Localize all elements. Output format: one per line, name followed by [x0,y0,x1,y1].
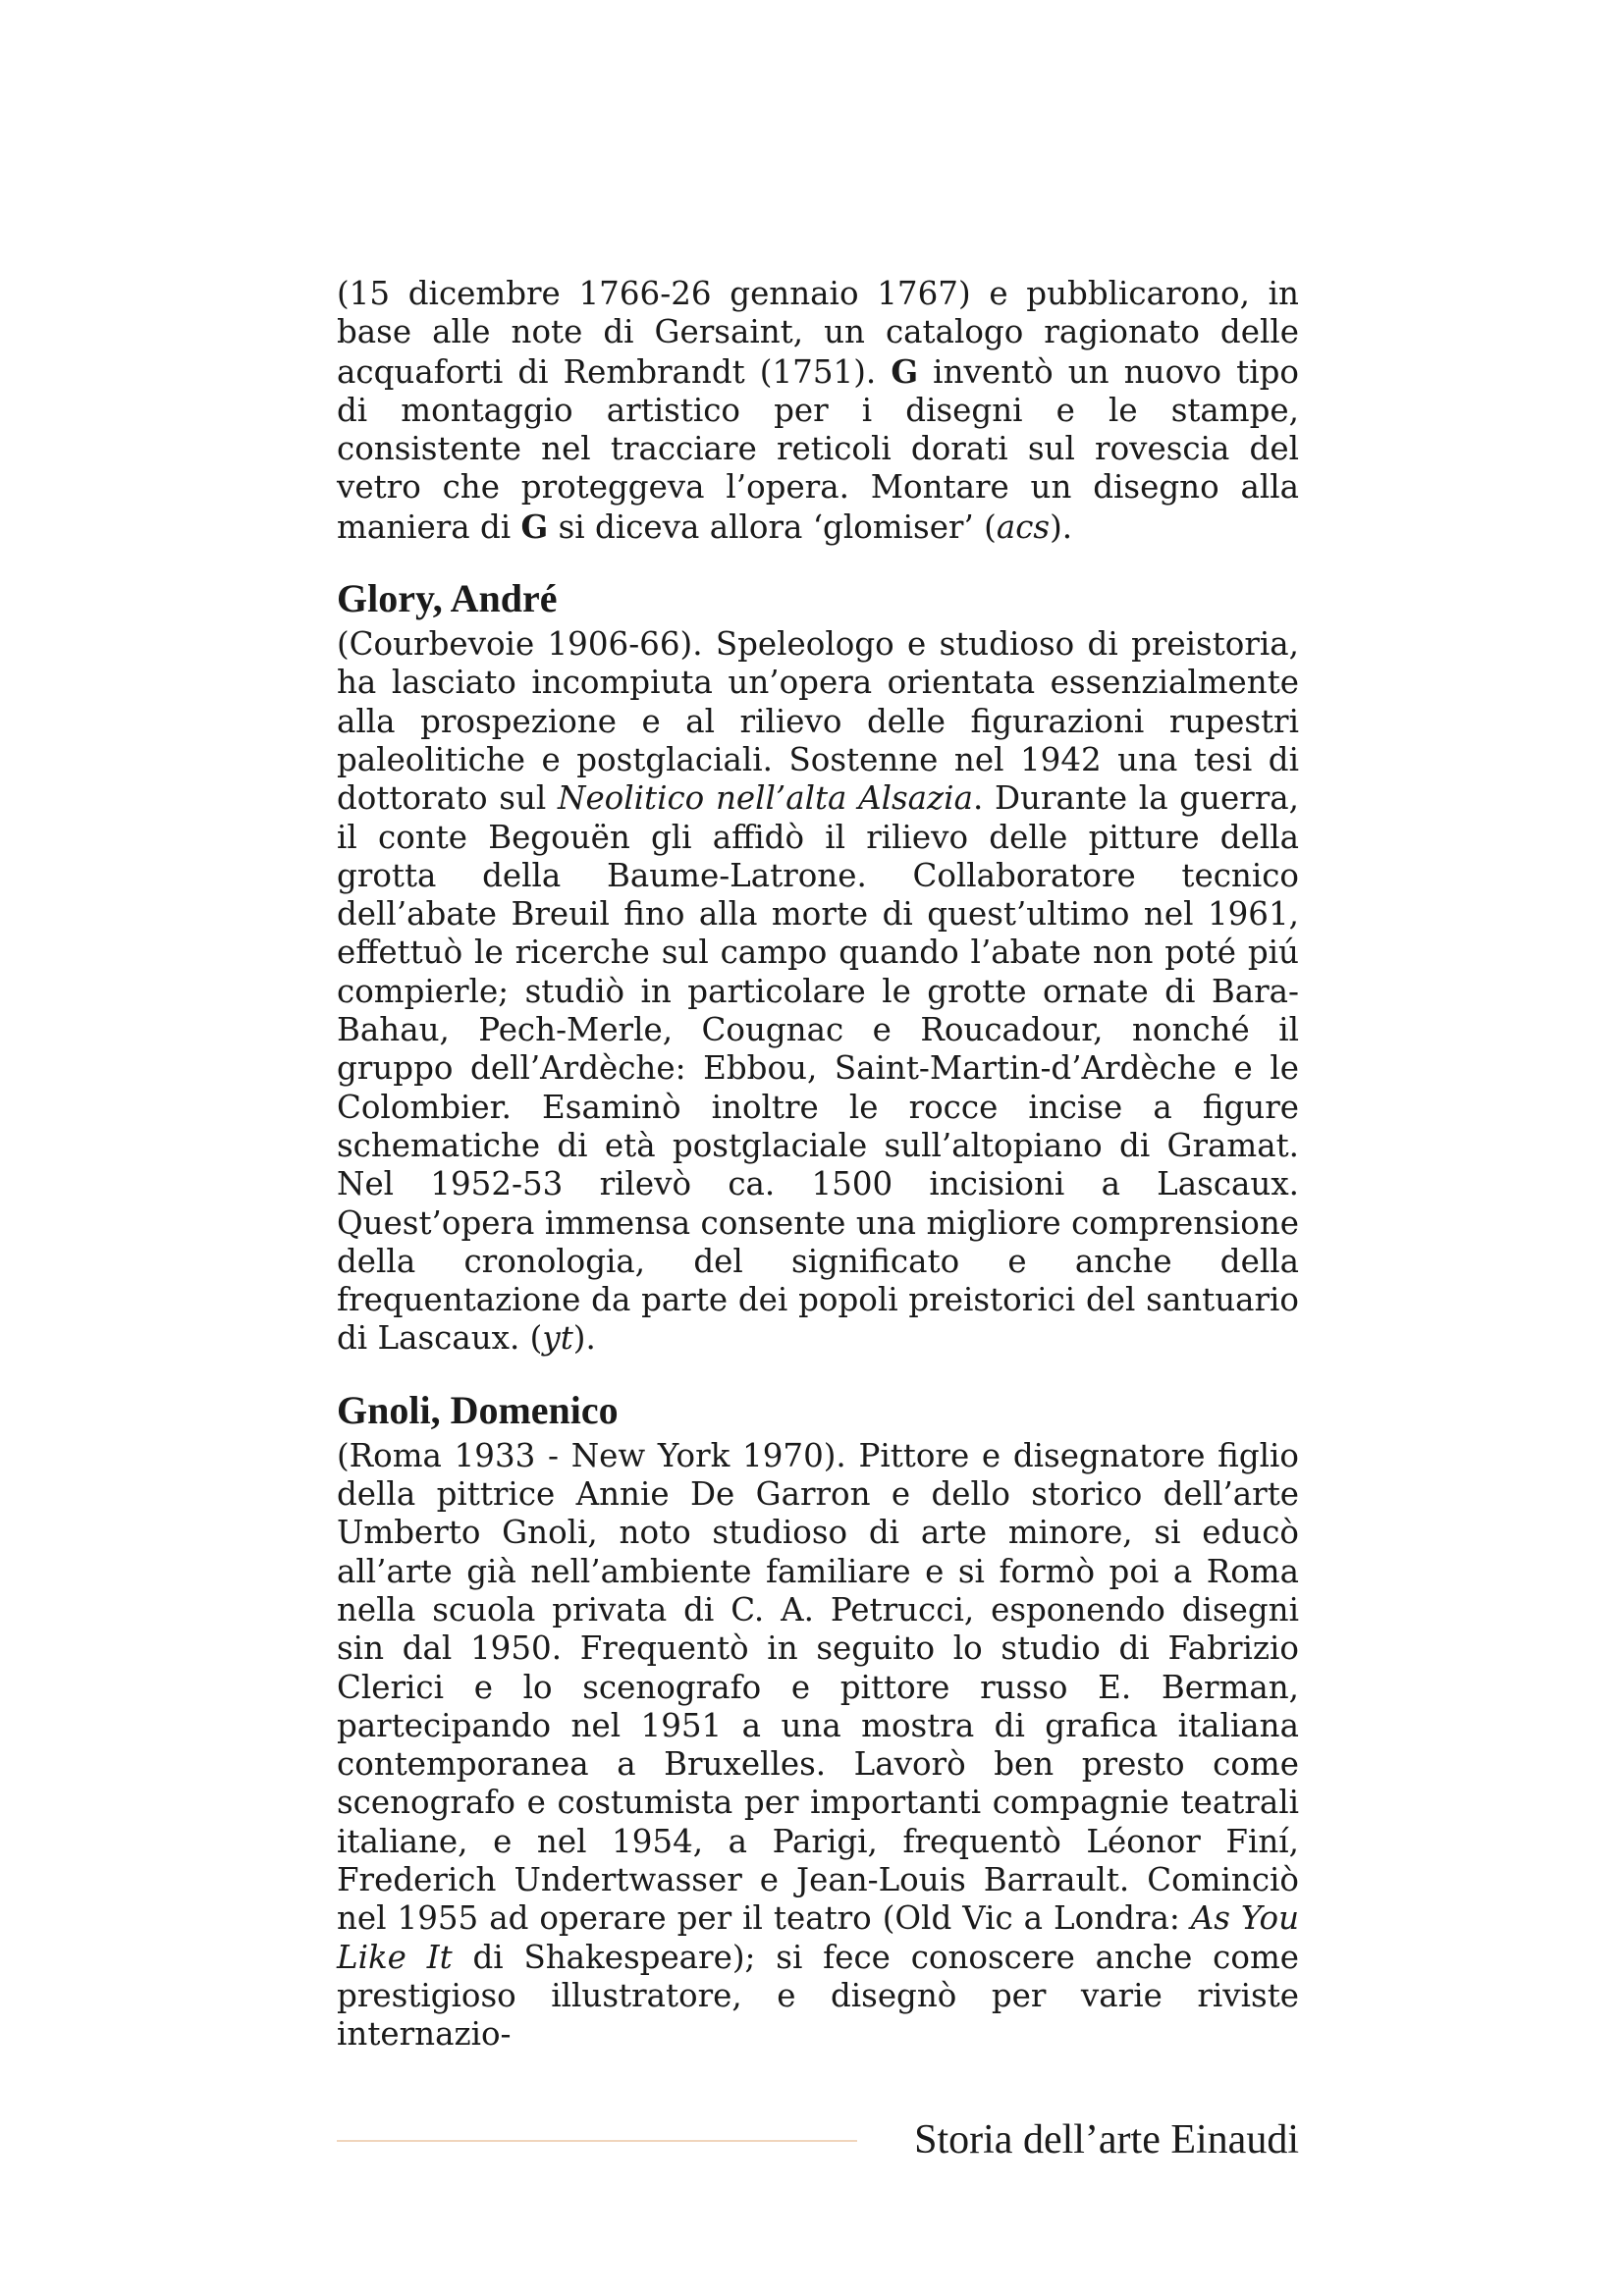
page-footer [337,2110,1299,2169]
entry-text: (Roma 1933 - New York 1970). Pittore e disegnatore figlio della pittrice Annie De Garron e dello storico dell’arte Umberto Gnoli, noto studioso di arte minore, si educò all’arte già nell’ambiente familiare e si formò poi a Roma nella scuola privata di C. A. Petrucci, esponendo disegni sin dal 1950. Frequentò in seguito lo studio di Fabrizio Clerici e lo scenografo e pittore russo E. Berman, partecipando nel 1951 a una mostra di grafica italiana contemporanea a Bruxelles. Lavorò ben presto come scenografo e costumista per importanti compagnie teatrali italiane, e nel 1954, a Parigi, frequentò Léonor Finí, Frederich Undertwasser e Jean-Louis Barrault. Cominciò nel 1955 ad operare per il teatro (Old Vic a Londra: [337,1436,1299,1938]
page-body [337,275,1299,2054]
entry-heading-gnoli: Gnoli, Domenico [337,1387,619,1432]
author-initials: acs [996,507,1051,546]
work-title: As You Like It [337,1899,1299,1976]
entry-text: . Durante la guerra, il conte Begouën gli affidò il rilievo delle pitture della grotta della Baume-Latrone. Collaboratore tecnico dell’abate Breuil fino alla morte di quest’ultimo nel 1961, effettuò le ricerche sul campo quando l’abate non poté piú compierle; studiò in particolare le grotte ornate di Bara-Bahau, Pech-Merle, Cougnac e Roucadour, nonché il gruppo dell’Ardèche: Ebbou, Saint-Martin-d’Ardèche e le Colombier. Esaminò inoltre le rocce incise a figure schematiche di età postglaciale sull’altopiano di Gramat. Nel 1952-53 rilevò ca. 1500 incisioni a Lascaux. Quest’opera immensa consente una migliore comprensione della cronologia, del significato e anche della frequentazione da parte dei popoli preistorici del santuario di Lascaux. ( [337,779,1300,1358]
footer-divider [337,2140,857,2142]
intro-text: inventò un nuovo tipo di montaggio artistico per i disegni e le stampe, consistente nel tracciare reticoli dorati sul rovescia del vetro che proteggeva l’opera. Montare un disegno alla maniera di [337,352,1299,546]
entry-body-glory [337,625,1299,1359]
intro-text: ). [1050,507,1073,546]
intro-paragraph [337,275,1299,547]
bold-initial: G [891,351,919,391]
work-title: Neolitico nell’alta Alsazia [558,779,973,818]
entry-heading-glory: Glory, André [337,576,558,621]
bold-initial: G [520,507,549,546]
entry-text: di Shakespeare); si fece conoscere anche come prestigioso illustratore, e disegnò per varie riviste internazio- [337,1938,1299,2054]
author-initials: yt [542,1319,573,1358]
intro-text: (15 dicembre 1766-26 gennaio 1767) e pubblicarono, in base alle note di Gersaint, un catalogo ragionato delle acquaforti di Rembrandt (1751). [337,275,1299,391]
entry-text: (Courbevoie 1906-66). Speleologo e studioso di preistoria, ha lasciato incompiuta un’opera orientata essenzialmente alla prospezione e al rilievo delle figurazioni rupestri paleolitiche e postglaciali. Sostenne nel 1942 una tesi di dottorato sul [337,625,1299,818]
footer-title: Storia dell’arte Einaudi [914,2117,1299,2163]
intro-text: si diceva allora ‘glomiser’ ( [548,507,997,546]
entry-body-gnoli [337,1437,1299,2055]
entry-text: ). [572,1319,596,1358]
